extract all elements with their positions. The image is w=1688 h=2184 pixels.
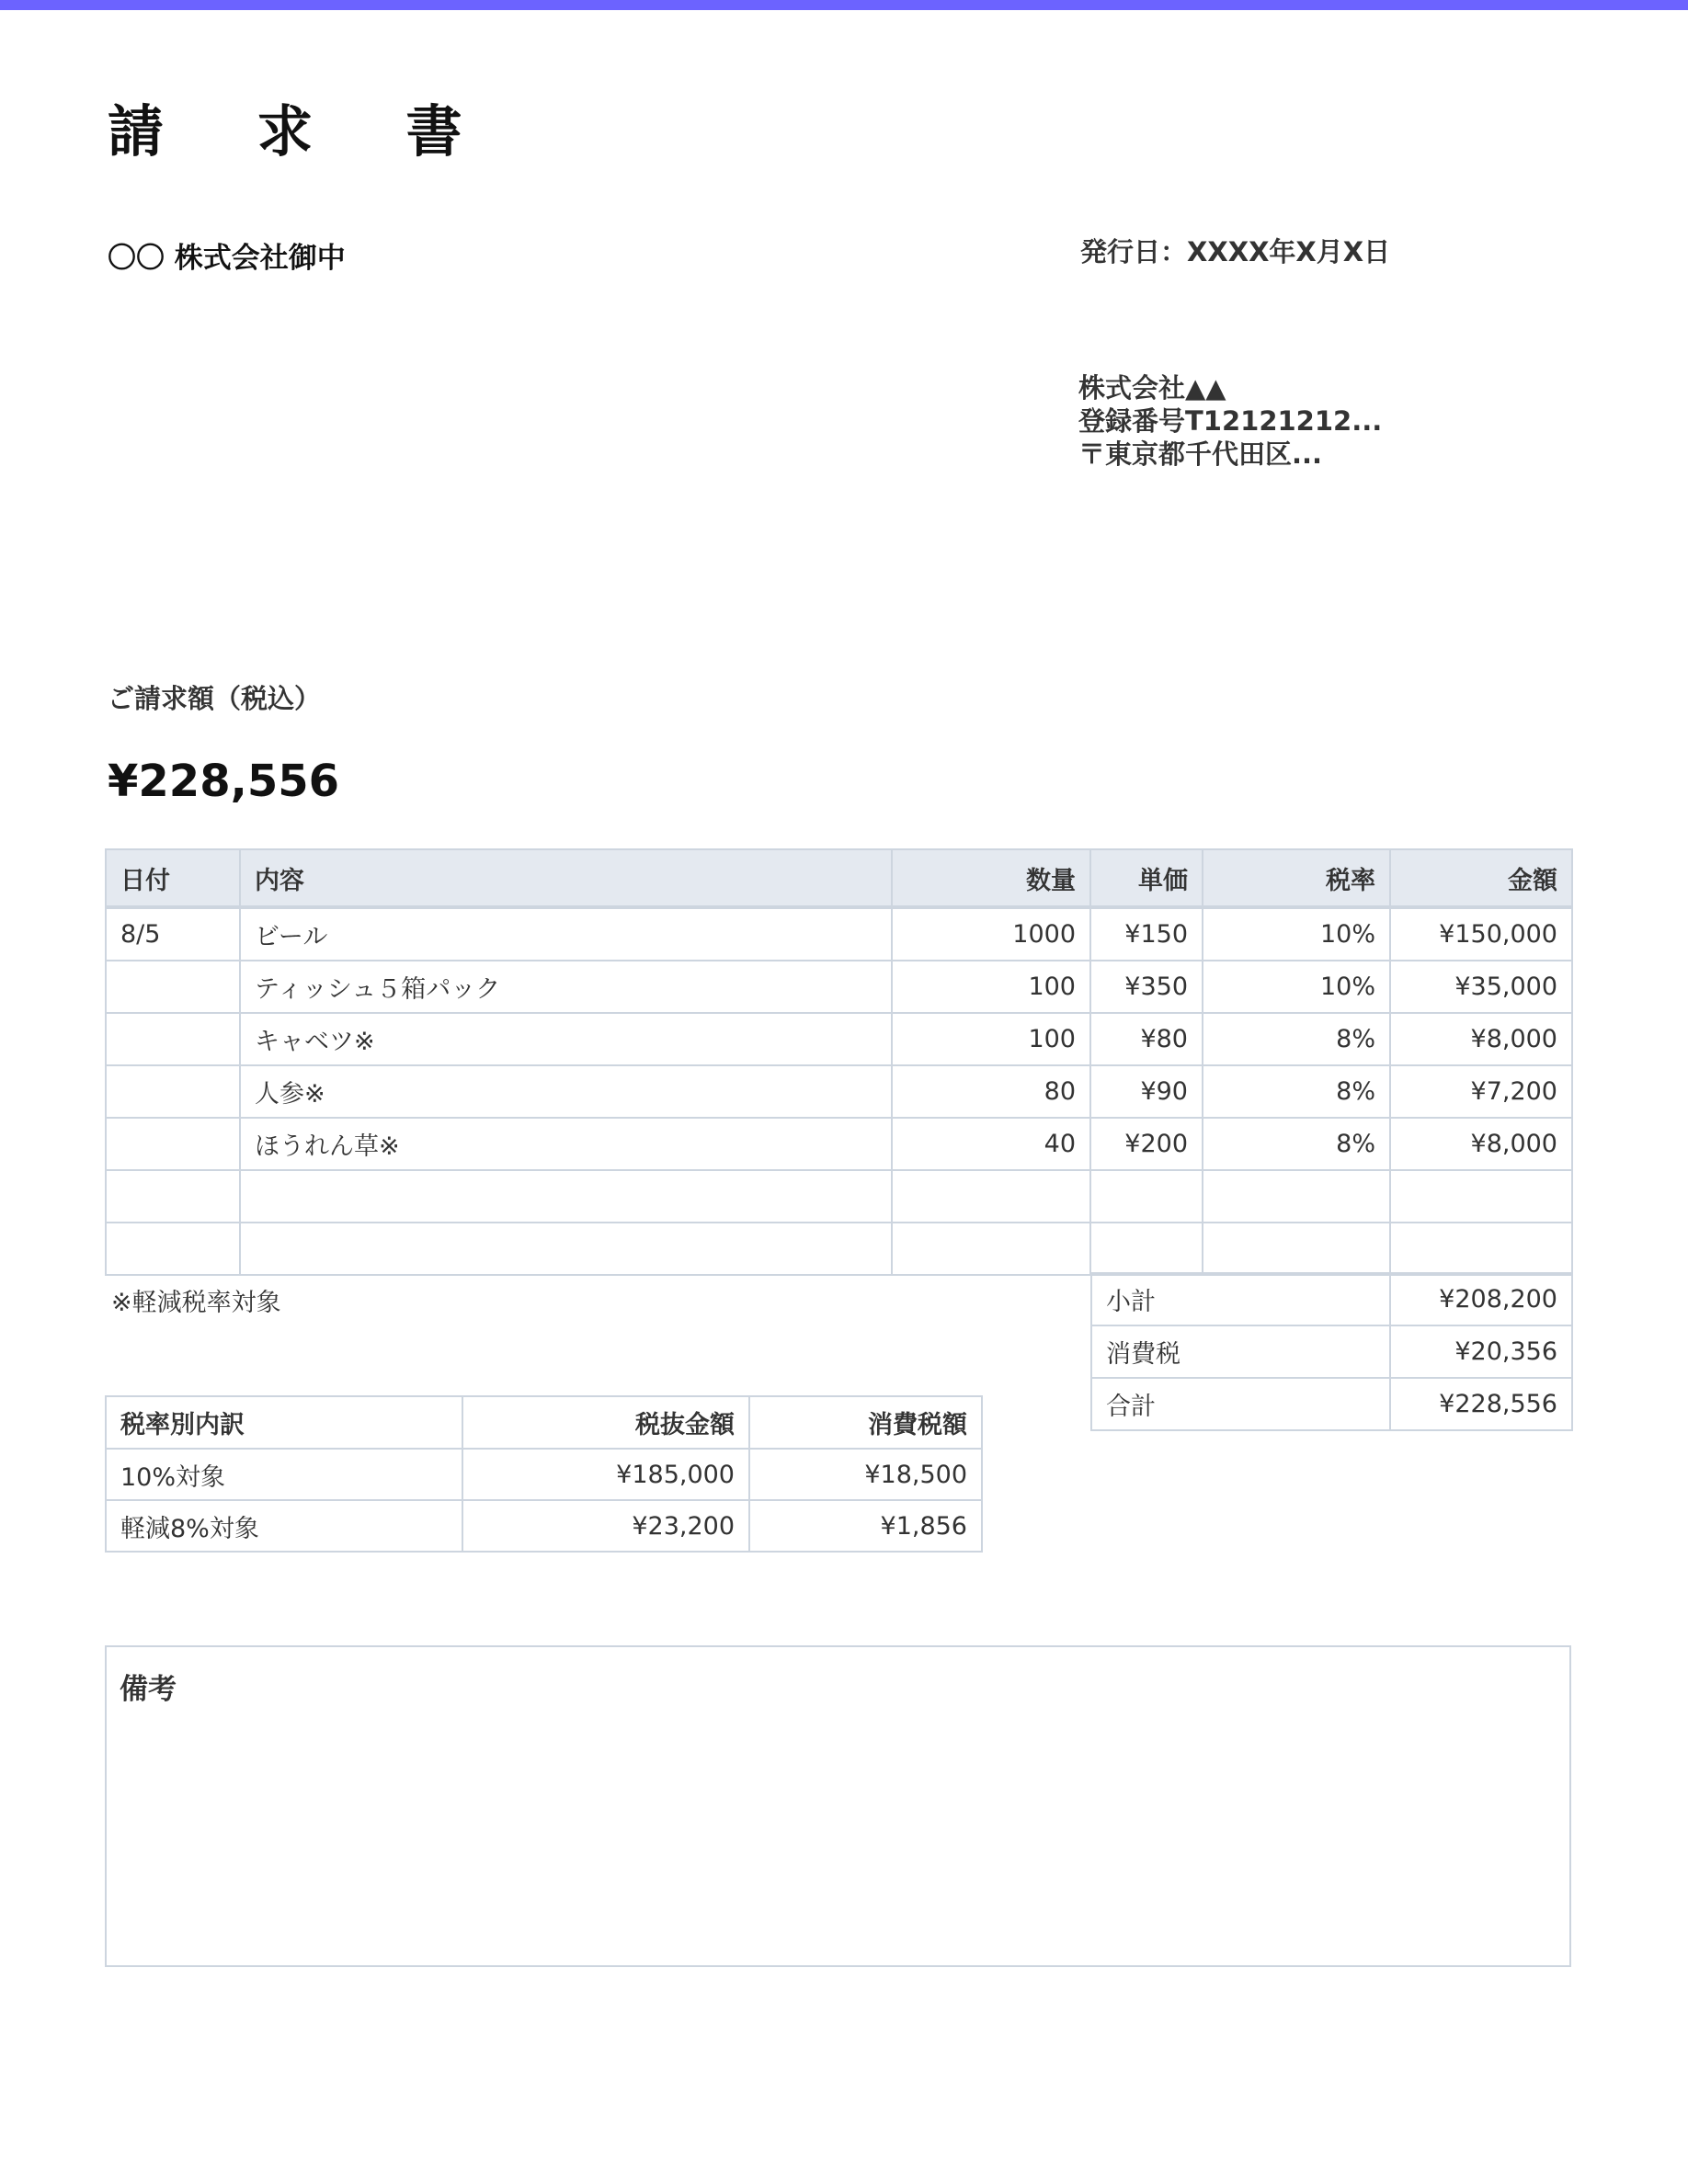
cell-unit-price — [1090, 1223, 1203, 1275]
cell-quantity — [892, 1223, 1090, 1275]
header-quantity: 数量 — [892, 849, 1090, 907]
items-table-header — [106, 849, 1572, 907]
totals-row-total — [1091, 1378, 1572, 1430]
cell-amount: ¥35,000 — [1390, 961, 1572, 1013]
total-label: 合計 — [1091, 1378, 1390, 1430]
cell-quantity: 1000 — [892, 907, 1090, 961]
cell-quantity: 100 — [892, 961, 1090, 1013]
table-row — [106, 961, 1572, 1013]
cell-description — [240, 1170, 892, 1223]
tax-breakdown-header — [106, 1396, 982, 1449]
issuer-registration-number: 登録番号T12121212... — [1078, 405, 1383, 437]
cell-description: ほうれん草※ — [240, 1118, 892, 1170]
cell-quantity — [892, 1170, 1090, 1223]
cell-unit-price — [1090, 1170, 1203, 1223]
cell-tax-category: 10%対象 — [106, 1449, 462, 1500]
cell-quantity: 80 — [892, 1065, 1090, 1118]
cell-tax-rate: 8% — [1203, 1065, 1390, 1118]
cell-unit-price: ¥90 — [1090, 1065, 1203, 1118]
cell-amount — [1390, 1170, 1572, 1223]
table-row — [106, 1065, 1572, 1118]
cell-amount: ¥8,000 — [1390, 1013, 1572, 1065]
cell-tax-rate: 10% — [1203, 961, 1390, 1013]
cell-date — [106, 1118, 240, 1170]
cell-amount: ¥150,000 — [1390, 907, 1572, 961]
totals-row-subtotal — [1091, 1273, 1572, 1325]
table-row — [106, 1449, 982, 1500]
remarks-box — [105, 1645, 1571, 1967]
cell-unit-price: ¥80 — [1090, 1013, 1203, 1065]
consumption-tax-label: 消費税 — [1091, 1325, 1390, 1378]
cell-date — [106, 961, 240, 1013]
cell-date — [106, 1170, 240, 1223]
cell-tax-rate: 8% — [1203, 1118, 1390, 1170]
cell-tax-amount: ¥1,856 — [749, 1500, 982, 1552]
cell-description: ビール — [240, 907, 892, 961]
header-tax-amount: 消費税額 — [749, 1396, 982, 1449]
cell-quantity: 40 — [892, 1118, 1090, 1170]
cell-date — [106, 1065, 240, 1118]
cell-unit-price: ¥350 — [1090, 961, 1203, 1013]
subtotal-value: ¥208,200 — [1390, 1273, 1572, 1325]
header-tax-rate: 税率 — [1203, 849, 1390, 907]
cell-amount-excluding-tax: ¥23,200 — [462, 1500, 749, 1552]
cell-amount-excluding-tax: ¥185,000 — [462, 1449, 749, 1500]
total-value: ¥228,556 — [1390, 1378, 1572, 1430]
issuer-name: 株式会社▲▲ — [1078, 372, 1226, 404]
table-row — [106, 907, 1572, 961]
cell-description: 人参※ — [240, 1065, 892, 1118]
table-row — [106, 1223, 1572, 1275]
totals-table — [1090, 1272, 1573, 1431]
header-unit-price: 単価 — [1090, 849, 1203, 907]
cell-tax-rate: 10% — [1203, 907, 1390, 961]
cell-description — [240, 1223, 892, 1275]
cell-description: ティッシュ５箱パック — [240, 961, 892, 1013]
issue-date: 発行日：XXXX年X月X日 — [1080, 236, 1391, 267]
table-row — [106, 1118, 1572, 1170]
cell-tax-amount: ¥18,500 — [749, 1449, 982, 1500]
cell-date — [106, 1013, 240, 1065]
recipient-name: 〇〇 株式会社御中 — [108, 242, 346, 275]
cell-unit-price: ¥200 — [1090, 1118, 1203, 1170]
cell-quantity: 100 — [892, 1013, 1090, 1065]
header-description: 内容 — [240, 849, 892, 907]
reduced-tax-note: ※軽減税率対象 — [111, 1289, 281, 1317]
header-amount-excluding-tax: 税抜金額 — [462, 1396, 749, 1449]
table-row — [106, 1013, 1572, 1065]
header-tax-category: 税率別内訳 — [106, 1396, 462, 1449]
cell-tax-rate — [1203, 1170, 1390, 1223]
remarks-label: 備考 — [120, 1673, 177, 1706]
header-amount: 金額 — [1390, 849, 1572, 907]
cell-date: 8/5 — [106, 907, 240, 961]
cell-date — [106, 1223, 240, 1275]
tax-breakdown-table — [105, 1395, 983, 1553]
cell-amount: ¥7,200 — [1390, 1065, 1572, 1118]
document-title: 請 求 書 — [108, 99, 499, 165]
header-date: 日付 — [106, 849, 240, 907]
cell-description: キャベツ※ — [240, 1013, 892, 1065]
table-row — [106, 1500, 982, 1552]
table-row — [106, 1170, 1572, 1223]
billing-amount-value: ¥228,556 — [108, 756, 340, 807]
cell-tax-rate: 8% — [1203, 1013, 1390, 1065]
totals-row-consumption-tax — [1091, 1325, 1572, 1378]
cell-unit-price: ¥150 — [1090, 907, 1203, 961]
items-table — [105, 848, 1573, 1276]
consumption-tax-value: ¥20,356 — [1390, 1325, 1572, 1378]
issuer-address: 〒東京都千代田区... — [1078, 438, 1323, 470]
accent-top-bar — [0, 0, 1688, 10]
billing-amount-label: ご請求額（税込） — [108, 683, 322, 714]
subtotal-label: 小計 — [1091, 1273, 1390, 1325]
cell-tax-category: 軽減8%対象 — [106, 1500, 462, 1552]
cell-tax-rate — [1203, 1223, 1390, 1275]
cell-amount — [1390, 1223, 1572, 1275]
issuer-block — [1078, 371, 1382, 471]
cell-amount: ¥8,000 — [1390, 1118, 1572, 1170]
